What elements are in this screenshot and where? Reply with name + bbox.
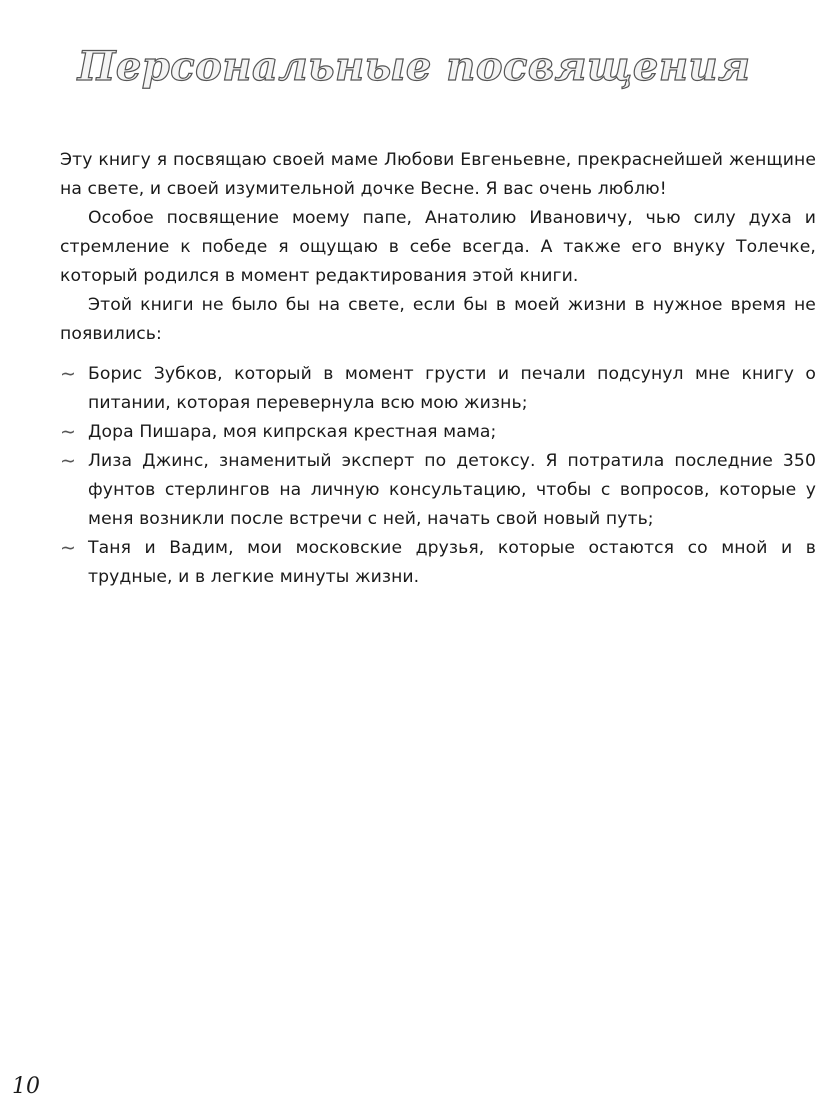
tilde-bullet-icon: ∼ (60, 450, 77, 472)
dedication-list (60, 360, 816, 592)
list-item (60, 447, 816, 534)
page-title: Персональные посвящения (77, 42, 751, 90)
list-item-text: Лиза Джинс, знаменитый эксперт по детоксу. Я потратила последние 350 фунтов стерлингов на личную консультацию, чтобы с вопросов, которые у меня возникли после встречи с ней, начать свой новый путь; (88, 451, 816, 529)
paragraph-mother: Эту книгу я посвящаю своей маме Любови Евгеньевне, прекраснейшей женщине на свете, и своей изумительной дочке Весне. Я вас очень люблю! (60, 150, 816, 199)
list-item (60, 418, 816, 447)
paragraph-father: Особое посвящение моему папе, Анатолию Ивановичу, чью силу духа и стремление к победе я ощущаю в себе всегда. А также его внуку Толечке, который родился в момент редактирования этой книги. (60, 208, 816, 286)
page-number: 10 (12, 1074, 40, 1099)
dedications-body (60, 146, 816, 592)
list-item-text: Таня и Вадим, мои московские друзья, которые остаются со мной и в трудные, и в легкие минуты жизни. (88, 538, 816, 587)
list-item (60, 534, 816, 592)
tilde-bullet-icon: ∼ (60, 421, 77, 443)
list-item-text: Борис Зубков, который в момент грусти и печали подсунул мне книгу о питании, которая перевернула всю мою жизнь; (88, 364, 816, 413)
list-item-text: Дора Пишара, моя кипрская крестная мама; (88, 422, 497, 442)
list-item (60, 360, 816, 418)
paragraph-intro-list: Этой книги не было бы на свете, если бы в моей жизни в нужное время не появились: (60, 295, 816, 344)
tilde-bullet-icon: ∼ (60, 537, 77, 559)
tilde-bullet-icon: ∼ (60, 363, 77, 385)
